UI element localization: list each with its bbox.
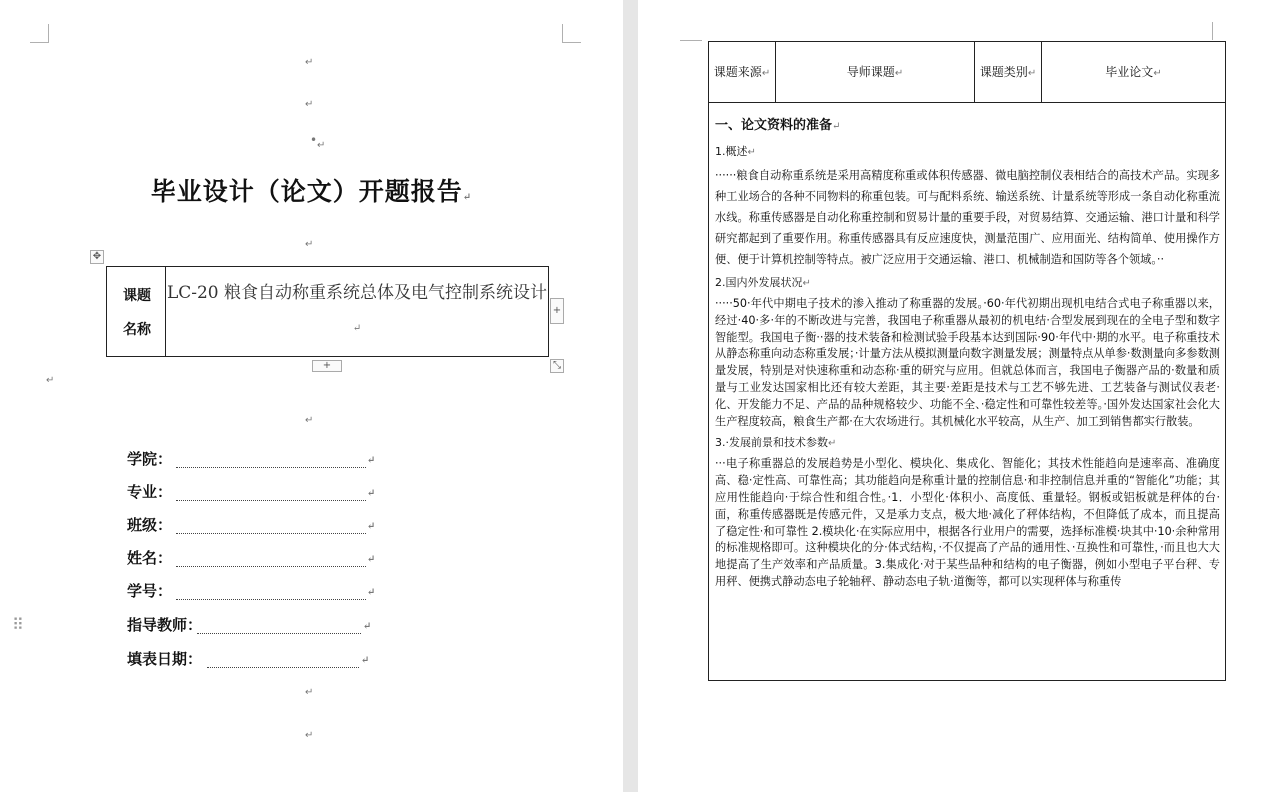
report-page xyxy=(638,0,1267,792)
paragraph-mark: ↵ xyxy=(305,239,314,250)
subsection-heading xyxy=(715,434,1220,450)
crop-mark xyxy=(680,22,702,41)
paragraph-mark: ↵ xyxy=(832,121,841,132)
field-name[interactable] xyxy=(127,547,377,569)
field-advisor[interactable] xyxy=(127,614,377,636)
field-underline xyxy=(197,633,361,634)
add-row-button[interactable]: + xyxy=(312,360,342,372)
topic-label-line1: 课题 xyxy=(123,288,151,304)
paragraph-mark: ↵ xyxy=(747,147,756,158)
category-label-cell xyxy=(975,42,1042,103)
topic-label-line2: 名称 xyxy=(123,322,151,338)
field-date[interactable] xyxy=(127,648,377,670)
paragraph-mark: ↵ xyxy=(802,278,811,289)
title-text: 毕业设计（论文）开题报告 xyxy=(150,177,463,206)
paragraph-mark: ↵ xyxy=(462,192,473,203)
field-major[interactable] xyxy=(127,481,377,503)
paragraph-mark: ↵ xyxy=(305,57,314,68)
category-value-cell[interactable] xyxy=(1042,42,1225,103)
field-underline xyxy=(176,500,366,501)
page-gutter xyxy=(623,0,638,792)
field-underline xyxy=(176,599,366,600)
topic-label-cell xyxy=(107,267,166,356)
table-divider xyxy=(709,102,1225,103)
paragraph-mark: ↵ xyxy=(305,687,314,698)
paragraph-mark: ↵ xyxy=(367,521,376,532)
field-label: 学号： xyxy=(127,582,173,600)
source-value: 导师课题 xyxy=(846,65,895,79)
overview-paragraph: ······粮食自动称重系统是采用高精度称重或体积传感器、微电脑控制仪表相结合的高技术产品。实现多种工业场合的各种不同物料的称重包装。可与配料系统、输送系统、计量系统等形成一条自动化称重流水线。称重传感器是自动化称重控制和贸易计量的重要手段，对贸易结算、交通运输、港口计量和科学研究都起到了重要作用。称重传感器具有反应速度快，测量范围广、应用面光、结构简单、使用操作方便、便于计算机控制等特点。被广泛应用于交通运输、港口、机械制造和国防等各个领域。·· xyxy=(715,169,1220,266)
table-move-handle[interactable]: ✥ xyxy=(90,250,104,264)
field-label: 姓名： xyxy=(127,549,173,567)
subsection-heading-text: 1.概述 xyxy=(715,145,748,158)
topic-table xyxy=(106,266,549,357)
paragraph-mark: ↵ xyxy=(352,323,362,334)
paragraph-mark: ↵ xyxy=(1027,68,1037,79)
field-underline xyxy=(176,566,366,567)
field-underline xyxy=(176,467,366,468)
report-table xyxy=(708,41,1226,681)
paragraph-mark: ↵ xyxy=(1153,68,1162,79)
field-college[interactable] xyxy=(127,448,377,470)
paragraph-mark: ↵ xyxy=(828,438,837,450)
field-class[interactable] xyxy=(127,514,377,536)
paragraph-mark: ↵ xyxy=(305,415,314,426)
field-underline xyxy=(176,533,366,534)
report-body[interactable] xyxy=(715,114,1220,595)
subsection-heading-text: 2.国内外发展状况 xyxy=(715,276,803,289)
add-column-button[interactable]: + xyxy=(550,298,564,324)
paragraph-mark: ↵ xyxy=(894,68,904,79)
drag-handle-icon[interactable]: ⠿ xyxy=(12,615,24,634)
subsection-heading xyxy=(715,274,1220,290)
section-title xyxy=(715,114,1220,133)
subsection-heading xyxy=(715,143,1220,159)
paragraph-mark: ↵ xyxy=(367,488,376,499)
paragraph-mark: ↵ xyxy=(761,68,771,79)
field-label: 班级： xyxy=(127,516,173,534)
paragraph-mark: ↵ xyxy=(317,140,326,151)
crop-mark xyxy=(30,24,49,43)
field-label: 填表日期： xyxy=(127,650,203,668)
crop-mark xyxy=(1212,22,1231,40)
paragraph-mark: ↵ xyxy=(361,655,370,666)
field-label: 学院： xyxy=(127,450,173,468)
field-label: 专业： xyxy=(127,483,173,501)
field-underline xyxy=(207,667,359,668)
cover-page xyxy=(0,0,623,792)
topic-value: LC-20 粮食自动称重系统总体及电气控制系统设计 xyxy=(166,283,548,303)
source-label-cell xyxy=(709,42,776,103)
paragraph-mark: ↵ xyxy=(367,587,376,598)
development-paragraph: ·····50·年代中期电子技术的渗入推动了称重器的发展。·60·年代初期出现机电结合式电子称重器以来，经过·40·多·年的不断改进与完善，我国电子称重器从最初的机电结·合型发展到现在的全电子型和数字智能型。我国电子衡··器的技术装备和检测试验手段基本达到国际·90·年代中·期的水平。电子称重技术从静态称重向动态称重发展；·计量方法从模拟测量向数字测量发展；测量特点从单参·数测量向多参数测量发展，特别是对快速称重和动态称·重的研究与应用。但就总体而言，我国电子衡器产品的·数量和质量与工业发达国家相比还有较大差距，其主要·差距是技术与工艺不够先进、工艺装备与测试仪表老·化、开发能力不足、产品的品种规格较少、功能不全、·稳定性和可靠性较差等。·国外发达国家社会化大生产程度较高，粮食生产都·在大农场进行。其机械化水平较高，从生产、加工到销售都实行散装。 xyxy=(715,297,1220,428)
subsection-heading-text: 3.·发展前景和技术参数 xyxy=(715,436,828,450)
paragraph-mark: ↵ xyxy=(363,621,372,632)
category-value: 毕业论文 xyxy=(1105,65,1154,79)
source-value-cell[interactable] xyxy=(776,42,975,103)
paragraph-mark: ↵ xyxy=(367,554,376,565)
crop-mark xyxy=(562,24,581,43)
category-label: 课题类别 xyxy=(979,65,1028,79)
bullet-dot: • xyxy=(310,133,318,147)
field-student-id[interactable] xyxy=(127,580,377,602)
paragraph-mark: ↵ xyxy=(46,375,55,386)
section-title-text: 一、论文资料的准备 xyxy=(715,118,833,133)
prospects-paragraph: ···电子称重器总的发展趋势是小型化、模块化、集成化、智能化；其技术性能趋向是速率高、准确度高、稳·定性高、可靠性高；其功能趋向是称重计量的控制信息·和非控制信息并重的“智能化”功能；其应用性能趋向·于综合性和组合性。·1．小型化·体积小、高度低、重量轻。钢板或铝板就是秤体的台·面，称重传感器既是传感元件，又是承力支点，极大地·减化了秤体结构，不但降低了成本，而且提高了稳定性·和可靠性 2.模块化·在实际应用中，根据各行业用户的需要，选择标准模·块其中·10·余种常用的标准规格即可。这种模块化的分·体式结构，·不仅提高了产品的通用性、·互换性和可靠性，·而且也大大地提高了生产效率和产品质量。3.集成化·对于某些品种和结构的电子衡器，例如小型电子平台秤、专用秤、便携式静动态电子轮轴秤、静动态电子轨·道衡等，都可以实现秤体与称重传 xyxy=(715,457,1220,588)
source-label: 课题来源 xyxy=(713,65,762,79)
paragraph-mark: ↵ xyxy=(305,99,314,110)
page-title xyxy=(0,172,623,208)
topic-value-cell[interactable] xyxy=(166,277,548,343)
table-resize-handle[interactable]: ⤡ xyxy=(550,359,564,373)
paragraph-mark: ↵ xyxy=(367,455,376,466)
paragraph-mark: ↵ xyxy=(305,730,314,741)
field-label: 指导教师： xyxy=(127,616,203,634)
